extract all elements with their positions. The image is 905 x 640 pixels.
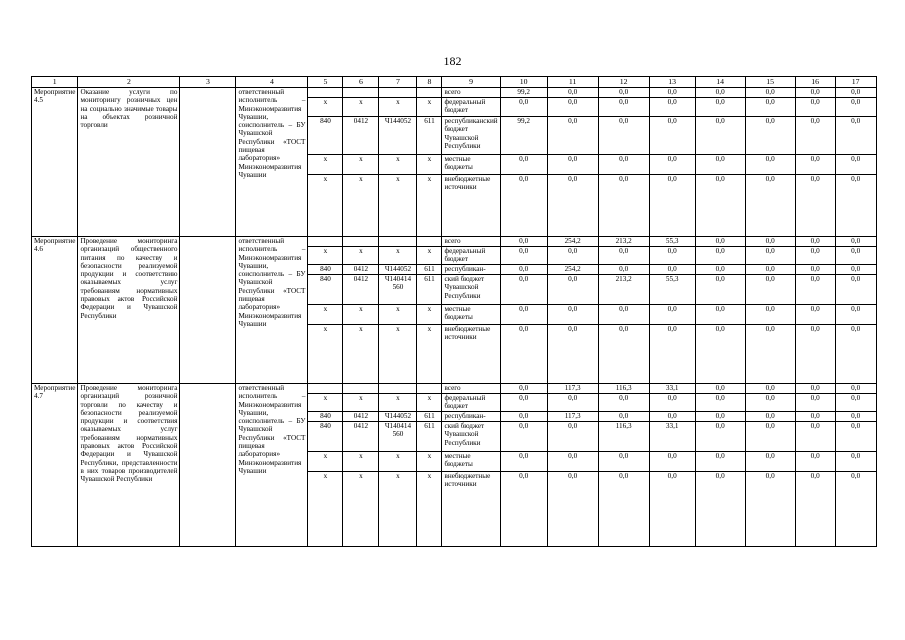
year-value: 0,0 — [598, 394, 649, 412]
budget-code-section: х — [343, 175, 379, 237]
year-value: 0,0 — [500, 155, 547, 175]
year-value: 0,0 — [745, 175, 795, 237]
budget-code-grbs — [308, 237, 343, 247]
year-value: 0,0 — [649, 155, 695, 175]
activity-name: Проведение мониторинга организаций розничной торговли по качеству и безопасности реализуемой продукции и соответствия оказываемых услуг требованиям нормативных правовых актов Российской Федерации и Чувашской Республики, представленности в них товаров производителей Чувашской Республики — [78, 384, 180, 547]
activity-name: Проведение мониторинга организаций общественного питания по качеству и безопасности реализуемой продукции и соответствию оказываемых услуг требованиям нормативных правовых актов Российской Федерации и Чувашской Республики — [78, 237, 180, 384]
budget-code-expense-type: х — [417, 155, 442, 175]
budget-code-section: х — [343, 452, 379, 472]
budget-code-expense-type: 611 — [417, 117, 442, 155]
year-value: 0,0 — [745, 422, 795, 452]
budget-code-grbs: 840 — [308, 422, 343, 452]
budget-code-target: Ч140414 560 — [379, 422, 417, 452]
year-value: 0,0 — [547, 422, 598, 452]
budget-code-target: х — [379, 325, 417, 384]
year-value: 0,0 — [695, 117, 745, 155]
funding-source: всего — [442, 384, 500, 394]
year-value: 0,0 — [547, 275, 598, 305]
year-value: 0,0 — [795, 275, 835, 305]
year-value: 0,0 — [500, 412, 547, 422]
budget-code-section: х — [343, 98, 379, 117]
budget-code-section — [343, 237, 379, 247]
budget-code-grbs: 840 — [308, 412, 343, 422]
budget-code-grbs: х — [308, 394, 343, 412]
year-value: 0,0 — [695, 452, 745, 472]
year-value: 0,0 — [745, 275, 795, 305]
year-value: 0,0 — [547, 117, 598, 155]
page-number: 182 — [443, 54, 462, 68]
budget-code-target: х — [379, 175, 417, 237]
year-value: 33,1 — [649, 422, 695, 452]
year-value: 0,0 — [835, 325, 876, 384]
budget-code-section: 0412 — [343, 422, 379, 452]
year-value: 0,0 — [500, 325, 547, 384]
column-header: 2 — [78, 77, 180, 88]
year-value: 0,0 — [547, 305, 598, 325]
budget-code-target: х — [379, 247, 417, 265]
year-value: 0,0 — [835, 247, 876, 265]
year-value: 0,0 — [795, 155, 835, 175]
year-value: 0,0 — [598, 325, 649, 384]
activity-number: Мероприятие 4.6 — [32, 237, 78, 384]
budget-code-section: х — [343, 305, 379, 325]
year-value: 0,0 — [835, 98, 876, 117]
year-value: 0,0 — [547, 394, 598, 412]
year-value: 99,2 — [500, 88, 547, 98]
table-row — [32, 88, 877, 98]
year-value: 0,0 — [598, 155, 649, 175]
table-row — [32, 237, 877, 247]
activity-column-3 — [180, 237, 236, 384]
year-value: 0,0 — [835, 305, 876, 325]
program-activities-table — [31, 76, 877, 547]
year-value: 0,0 — [695, 305, 745, 325]
year-value: 0,0 — [795, 325, 835, 384]
year-value: 0,0 — [795, 422, 835, 452]
responsible-executor: ответственный исполнитель – Минэкономразвития Чувашии, соисполнитель – БУ Чувашской Республики «ТОСТ пищевая лаборатория» Минэкономразвития Чувашии — [236, 384, 308, 547]
year-value: 0,0 — [500, 452, 547, 472]
year-value: 116,3 — [598, 422, 649, 452]
budget-code-expense-type — [417, 88, 442, 98]
budget-code-grbs: 840 — [308, 265, 343, 275]
year-value: 0,0 — [547, 155, 598, 175]
budget-code-expense-type: х — [417, 98, 442, 117]
year-value: 0,0 — [795, 175, 835, 237]
year-value: 0,0 — [835, 394, 876, 412]
budget-code-target: х — [379, 98, 417, 117]
year-value: 213,2 — [598, 237, 649, 247]
year-value: 0,0 — [649, 305, 695, 325]
budget-code-target: Ч144052 — [379, 412, 417, 422]
year-value: 0,0 — [835, 88, 876, 98]
year-value: 0,0 — [695, 88, 745, 98]
column-header: 12 — [598, 77, 649, 88]
year-value: 0,0 — [835, 275, 876, 305]
column-header: 7 — [379, 77, 417, 88]
column-header: 15 — [745, 77, 795, 88]
funding-source: местные бюджеты — [442, 452, 500, 472]
year-value: 55,3 — [649, 275, 695, 305]
year-value: 0,0 — [835, 175, 876, 237]
year-value: 0,0 — [649, 265, 695, 275]
year-value: 0,0 — [598, 175, 649, 237]
budget-code-expense-type — [417, 384, 442, 394]
year-value: 0,0 — [500, 265, 547, 275]
budget-code-target: Ч144052 — [379, 265, 417, 275]
budget-code-target: х — [379, 155, 417, 175]
year-value: 0,0 — [745, 325, 795, 384]
year-value: 0,0 — [500, 275, 547, 305]
budget-code-expense-type: х — [417, 325, 442, 384]
budget-code-expense-type: 611 — [417, 265, 442, 275]
year-value: 0,0 — [745, 265, 795, 275]
budget-code-section — [343, 88, 379, 98]
funding-source: внебюджетные источники — [442, 472, 500, 547]
budget-code-expense-type: 611 — [417, 412, 442, 422]
budget-code-expense-type: х — [417, 472, 442, 547]
year-value: 0,0 — [547, 325, 598, 384]
year-value: 0,0 — [500, 384, 547, 394]
year-value: 0,0 — [745, 472, 795, 547]
budget-code-target — [379, 88, 417, 98]
budget-code-expense-type: х — [417, 305, 442, 325]
budget-code-target: х — [379, 305, 417, 325]
year-value: 0,0 — [745, 98, 795, 117]
budget-code-target — [379, 384, 417, 394]
year-value: 0,0 — [649, 175, 695, 237]
activity-name: Оказание услуги по мониторингу розничных цен на социально значимые товары на объектах розничной торговли — [78, 88, 180, 237]
budget-code-grbs — [308, 88, 343, 98]
year-value: 0,0 — [649, 394, 695, 412]
year-value: 0,0 — [835, 237, 876, 247]
activity-column-3 — [180, 88, 236, 237]
year-value: 0,0 — [835, 265, 876, 275]
column-header: 14 — [695, 77, 745, 88]
budget-code-section: х — [343, 155, 379, 175]
year-value: 0,0 — [795, 412, 835, 422]
year-value: 0,0 — [835, 384, 876, 394]
column-header: 6 — [343, 77, 379, 88]
year-value: 0,0 — [695, 412, 745, 422]
year-value: 117,3 — [547, 384, 598, 394]
year-value: 0,0 — [598, 88, 649, 98]
year-value: 0,0 — [795, 384, 835, 394]
year-value: 0,0 — [795, 472, 835, 547]
budget-code-grbs: 840 — [308, 275, 343, 305]
year-value: 0,0 — [649, 117, 695, 155]
year-value: 0,0 — [695, 394, 745, 412]
budget-code-grbs — [308, 384, 343, 394]
column-header: 9 — [442, 77, 500, 88]
year-value: 0,0 — [745, 305, 795, 325]
year-value: 0,0 — [598, 412, 649, 422]
funding-source: федеральный бюджет — [442, 98, 500, 117]
budget-code-grbs: х — [308, 472, 343, 547]
year-value: 0,0 — [795, 305, 835, 325]
funding-source: всего — [442, 237, 500, 247]
year-value: 0,0 — [745, 394, 795, 412]
budget-code-grbs: х — [308, 305, 343, 325]
budget-code-section: х — [343, 325, 379, 384]
year-value: 0,0 — [598, 472, 649, 547]
year-value: 0,0 — [835, 412, 876, 422]
column-header: 8 — [417, 77, 442, 88]
year-value: 0,0 — [649, 472, 695, 547]
budget-code-expense-type: х — [417, 247, 442, 265]
column-header: 4 — [236, 77, 308, 88]
budget-code-expense-type: 611 — [417, 422, 442, 452]
year-value: 0,0 — [835, 155, 876, 175]
budget-code-target: х — [379, 472, 417, 547]
year-value: 0,0 — [835, 422, 876, 452]
funding-source: республиканский бюджет Чувашской Республики — [442, 117, 500, 155]
year-value: 0,0 — [695, 265, 745, 275]
year-value: 0,0 — [795, 88, 835, 98]
year-value: 0,0 — [547, 472, 598, 547]
year-value: 0,0 — [745, 412, 795, 422]
year-value: 0,0 — [598, 305, 649, 325]
funding-source: республикан- — [442, 265, 500, 275]
year-value: 0,0 — [649, 452, 695, 472]
year-value: 99,2 — [500, 117, 547, 155]
funding-source: местные бюджеты — [442, 305, 500, 325]
year-value: 0,0 — [500, 394, 547, 412]
year-value: 33,1 — [649, 384, 695, 394]
year-value: 0,0 — [795, 247, 835, 265]
year-value: 0,0 — [500, 98, 547, 117]
year-value: 0,0 — [500, 305, 547, 325]
budget-code-target: х — [379, 394, 417, 412]
column-header: 3 — [180, 77, 236, 88]
year-value: 0,0 — [598, 117, 649, 155]
year-value: 0,0 — [695, 472, 745, 547]
year-value: 0,0 — [598, 98, 649, 117]
year-value: 0,0 — [547, 452, 598, 472]
funding-source: внебюджетные источники — [442, 325, 500, 384]
budget-code-section: х — [343, 247, 379, 265]
year-value: 0,0 — [695, 384, 745, 394]
year-value: 0,0 — [745, 452, 795, 472]
year-value: 254,2 — [547, 265, 598, 275]
budget-code-target: Ч144052 — [379, 117, 417, 155]
column-header: 5 — [308, 77, 343, 88]
column-header: 17 — [835, 77, 876, 88]
year-value: 0,0 — [598, 247, 649, 265]
funding-source: всего — [442, 88, 500, 98]
year-value: 0,0 — [547, 175, 598, 237]
year-value: 0,0 — [649, 88, 695, 98]
funding-source: федеральный бюджет — [442, 247, 500, 265]
year-value: 0,0 — [695, 155, 745, 175]
year-value: 0,0 — [649, 247, 695, 265]
year-value: 0,0 — [795, 98, 835, 117]
year-value: 0,0 — [695, 422, 745, 452]
funding-source: ский бюджет Чувашской Республики — [442, 275, 500, 305]
year-value: 0,0 — [500, 422, 547, 452]
year-value: 0,0 — [795, 237, 835, 247]
funding-source: федеральный бюджет — [442, 394, 500, 412]
column-header: 1 — [32, 77, 78, 88]
budget-code-expense-type: х — [417, 394, 442, 412]
activity-column-3 — [180, 384, 236, 547]
activity-number: Мероприятие 4.5 — [32, 88, 78, 237]
year-value: 0,0 — [745, 247, 795, 265]
year-value: 0,0 — [695, 98, 745, 117]
year-value: 0,0 — [500, 237, 547, 247]
funding-source: республикан- — [442, 412, 500, 422]
budget-code-grbs: х — [308, 155, 343, 175]
year-value: 55,3 — [649, 237, 695, 247]
budget-code-section: 0412 — [343, 117, 379, 155]
budget-code-target: Ч140414 560 — [379, 275, 417, 305]
activity-number: Мероприятие 4.7 — [32, 384, 78, 547]
column-header: 13 — [649, 77, 695, 88]
year-value: 254,2 — [547, 237, 598, 247]
year-value: 0,0 — [695, 247, 745, 265]
funding-source: местные бюджеты — [442, 155, 500, 175]
year-value: 0,0 — [795, 394, 835, 412]
year-value: 213,2 — [598, 275, 649, 305]
year-value: 0,0 — [795, 117, 835, 155]
year-value: 0,0 — [547, 98, 598, 117]
table-row — [32, 384, 877, 394]
budget-code-target — [379, 237, 417, 247]
year-value: 0,0 — [745, 155, 795, 175]
column-number-row — [32, 77, 877, 88]
budget-code-target: х — [379, 452, 417, 472]
year-value: 0,0 — [745, 237, 795, 247]
year-value: 0,0 — [745, 384, 795, 394]
budget-code-grbs: х — [308, 98, 343, 117]
budget-code-expense-type — [417, 237, 442, 247]
budget-code-section: х — [343, 394, 379, 412]
year-value: 0,0 — [547, 247, 598, 265]
year-value: 0,0 — [795, 452, 835, 472]
budget-code-section: 0412 — [343, 275, 379, 305]
year-value: 0,0 — [649, 98, 695, 117]
budget-code-grbs: х — [308, 247, 343, 265]
year-value: 0,0 — [649, 412, 695, 422]
responsible-executor: ответственный исполнитель – Минэкономразвития Чувашии, соисполнитель – БУ Чувашской Республики «ТОСТ пищевая лаборатория» Минэкономразвития Чувашии — [236, 88, 308, 237]
year-value: 0,0 — [500, 247, 547, 265]
year-value: 0,0 — [695, 175, 745, 237]
year-value: 0,0 — [547, 88, 598, 98]
year-value: 116,3 — [598, 384, 649, 394]
year-value: 0,0 — [598, 265, 649, 275]
budget-code-grbs: х — [308, 452, 343, 472]
budget-code-expense-type: х — [417, 452, 442, 472]
year-value: 117,3 — [547, 412, 598, 422]
year-value: 0,0 — [649, 325, 695, 384]
year-value: 0,0 — [835, 117, 876, 155]
year-value: 0,0 — [695, 237, 745, 247]
budget-code-grbs: х — [308, 325, 343, 384]
budget-code-expense-type: х — [417, 175, 442, 237]
budget-code-section: 0412 — [343, 412, 379, 422]
year-value: 0,0 — [598, 452, 649, 472]
responsible-executor: ответственный исполнитель – Минэкономразвития Чувашии, соисполнитель – БУ Чувашской Республики «ТОСТ пищевая лаборатория» Минэкономразвития Чувашии — [236, 237, 308, 384]
budget-code-section: х — [343, 472, 379, 547]
budget-code-section — [343, 384, 379, 394]
year-value: 0,0 — [695, 275, 745, 305]
year-value: 0,0 — [695, 325, 745, 384]
funding-source: ский бюджет Чувашской Республики — [442, 422, 500, 452]
budget-code-section: 0412 — [343, 265, 379, 275]
year-value: 0,0 — [500, 472, 547, 547]
budget-code-expense-type: 611 — [417, 275, 442, 305]
year-value: 0,0 — [795, 265, 835, 275]
column-header: 16 — [795, 77, 835, 88]
year-value: 0,0 — [500, 175, 547, 237]
funding-source: внебюджетные источники — [442, 175, 500, 237]
year-value: 0,0 — [835, 472, 876, 547]
budget-code-grbs: 840 — [308, 117, 343, 155]
year-value: 0,0 — [745, 117, 795, 155]
column-header: 11 — [547, 77, 598, 88]
budget-code-grbs: х — [308, 175, 343, 237]
year-value: 0,0 — [835, 452, 876, 472]
column-header: 10 — [500, 77, 547, 88]
year-value: 0,0 — [745, 88, 795, 98]
